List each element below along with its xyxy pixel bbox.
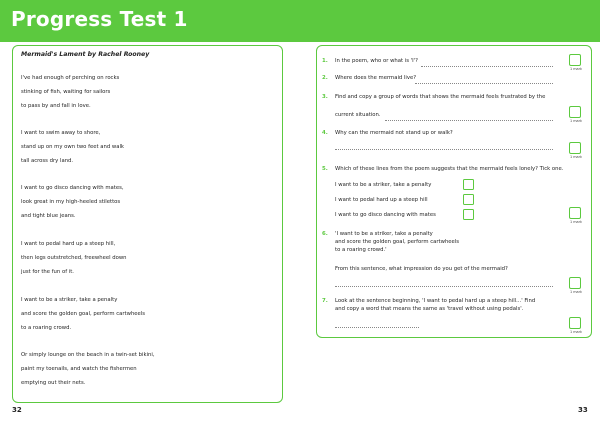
poem-line: to pass by and fall in love. — [21, 103, 91, 109]
mark-box[interactable] — [569, 54, 581, 66]
page-number-left: 32 — [12, 406, 22, 414]
mark-box[interactable] — [569, 207, 581, 219]
tick-box[interactable] — [463, 194, 474, 205]
question-number: 1. — [322, 58, 328, 64]
tick-option-label: I want to be a striker, take a penalty — [335, 182, 432, 188]
tick-option-label: I want to go disco dancing with mates — [335, 212, 436, 218]
question-text: Look at the sentence beginning, 'I want to pedal hard up a steep hill...' Find — [335, 298, 536, 304]
page-number-right: 33 — [578, 406, 588, 414]
poem-line: and score the golden goal, perform cartwheels — [21, 311, 146, 317]
poem-line: emptying out their nets. — [21, 380, 86, 386]
poem-line: then legs outstretched, freewheel down — [21, 255, 127, 261]
poem-line: I want to go disco dancing with mates, — [21, 185, 124, 191]
poem-line: just for the fun of it. — [21, 269, 74, 275]
poem-line: and tight blue jeans. — [21, 213, 76, 219]
poem-title: Mermaid's Lament by Rachel Rooney — [21, 51, 150, 58]
question-number: 2. — [322, 75, 328, 81]
poem-line: look great in my high-heeled stilettos — [21, 199, 121, 205]
mark-label: 1 mark — [570, 155, 582, 159]
header-banner — [0, 0, 600, 42]
poem-line: Or simply lounge on the beach in a twin-set bikini, — [21, 352, 155, 358]
mark-label: 1 mark — [570, 119, 582, 123]
poem-line: paint my toenails, and watch the fishermen — [21, 366, 137, 372]
answer-line[interactable] — [335, 327, 419, 328]
questions-panel — [316, 45, 592, 338]
answer-line[interactable] — [415, 83, 553, 84]
mark-box[interactable] — [569, 106, 581, 118]
mark-label: 1 mark — [570, 290, 582, 294]
poem-line: I've had enough of perching on rocks — [21, 75, 120, 81]
poem-line: I want to be a striker, take a penalty — [21, 297, 118, 303]
question-text: In the poem, who or what is 'I'? — [335, 58, 418, 64]
mark-label: 1 mark — [570, 220, 582, 224]
tick-option-label: I want to pedal hard up a steep hill — [335, 197, 428, 203]
tick-box[interactable] — [463, 209, 474, 220]
tick-box[interactable] — [463, 179, 474, 190]
question-text: Find and copy a group of words that shows the mermaid feels frustrated by the — [335, 94, 546, 100]
question-number: 5. — [322, 166, 328, 172]
mark-label: 1 mark — [570, 330, 582, 334]
question-text: Which of these lines from the poem suggests that the mermaid feels lonely? Tick one. — [335, 166, 564, 172]
question-text: 'I want to be a striker, take a penalty — [335, 231, 433, 237]
poem-line: tall across dry land. — [21, 158, 74, 164]
question-text: Where does the mermaid live? — [335, 75, 417, 81]
mark-box[interactable] — [569, 142, 581, 154]
question-text: From this sentence, what impression do you get of the mermaid? — [335, 266, 508, 272]
question-number: 6. — [322, 231, 328, 237]
question-number: 4. — [322, 130, 328, 136]
mark-box[interactable] — [569, 317, 581, 329]
poem-line: stinking of fish, waiting for sailors — [21, 89, 111, 95]
answer-line[interactable] — [335, 286, 553, 287]
question-text: to a roaring crowd.' — [335, 247, 387, 253]
mark-label: 1 mark — [570, 67, 582, 71]
question-number: 3. — [322, 94, 328, 100]
answer-line[interactable] — [421, 66, 553, 67]
poem-line: I want to pedal hard up a steep hill, — [21, 241, 116, 247]
question-text: and copy a word that means the same as 'travel without using pedals'. — [335, 306, 524, 312]
mark-box[interactable] — [569, 277, 581, 289]
poem-line: stand up on my own two feet and walk — [21, 144, 125, 150]
question-text: current situation. — [335, 112, 381, 118]
poem-line: I want to swim away to shore, — [21, 130, 101, 136]
answer-line[interactable] — [385, 120, 553, 121]
page-title: Progress Test 1 — [11, 7, 188, 31]
question-text: and score the golden goal, perform cartwheels — [335, 239, 460, 245]
question-text: Why can the mermaid not stand up or walk? — [335, 130, 453, 136]
question-number: 7. — [322, 298, 328, 304]
poem-panel — [12, 45, 283, 403]
poem-line: to a roaring crowd. — [21, 325, 72, 331]
answer-line[interactable] — [335, 149, 553, 150]
